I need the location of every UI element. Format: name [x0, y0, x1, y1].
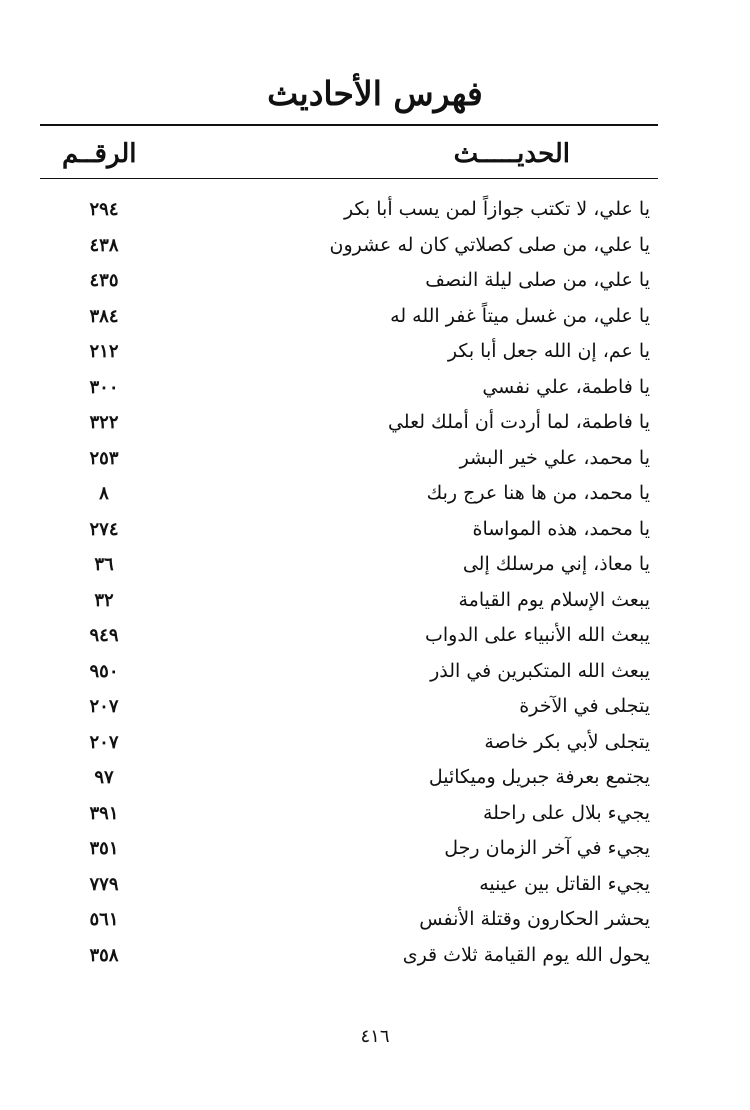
index-row	[40, 405, 658, 441]
index-row	[40, 583, 658, 619]
hadith-text: يجتمع بعرفة جبريل وميكائيل	[428, 766, 650, 788]
index-row	[40, 725, 658, 761]
hadith-number: ٧٧٩	[89, 873, 119, 895]
hadith-number: ٢٠٧	[89, 696, 119, 717]
column-header-number: الرقــم	[62, 139, 137, 169]
hadith-number: ٣٨٤	[89, 305, 119, 327]
page-number: ٤١٦	[360, 1026, 390, 1047]
index-row	[40, 334, 658, 370]
hadith-number: ٣٠٠	[89, 376, 119, 398]
hadith-number: ٩٥٠	[89, 660, 119, 682]
hadith-text: يبعث الإسلام يوم القيامة	[458, 588, 650, 611]
hadith-number: ٣٢	[94, 589, 114, 611]
index-row	[40, 192, 658, 228]
index-row	[40, 902, 658, 938]
hadith-text: يبعث الله الأنبياء على الدواب	[425, 624, 650, 646]
index-row	[40, 618, 658, 654]
hadith-number: ٥٦١	[89, 909, 119, 930]
hadith-number: ٢١٢	[89, 341, 119, 362]
hadith-text: يا علي، من صلى ليلة النصف	[425, 269, 650, 291]
index-row	[40, 654, 658, 690]
index-row	[40, 512, 658, 548]
hadith-number: ٢٧٤	[89, 518, 119, 540]
index-row	[40, 299, 658, 335]
hadith-number: ٨	[99, 483, 109, 504]
index-row	[40, 547, 658, 583]
hadith-text: يا فاطمة، علي نفسي	[482, 375, 650, 398]
hadith-text: يتجلى لأبي بكر خاصة	[484, 730, 650, 753]
hadith-number: ٩٧	[94, 767, 114, 788]
index-row	[40, 938, 658, 974]
index-row	[40, 263, 658, 299]
hadith-text: يا معاذ، إني مرسلك إلى	[462, 553, 650, 575]
hadith-number: ٣٦	[94, 554, 114, 575]
header-rule	[40, 178, 658, 179]
index-row	[40, 760, 658, 796]
index-row	[40, 796, 658, 832]
hadith-number: ٣٩١	[89, 802, 119, 824]
index-row	[40, 476, 658, 512]
hadith-number: ٢٥٣	[89, 447, 119, 469]
hadith-index-list	[40, 192, 658, 973]
top-rule	[40, 124, 658, 126]
index-row	[40, 867, 658, 903]
hadith-number: ٢٠٧	[89, 731, 119, 753]
hadith-text: يبعث الله المتكبرين في الذر	[430, 659, 650, 682]
hadith-number: ٤٣٨	[89, 234, 119, 256]
column-header-hadith: الحديـــــث	[453, 139, 570, 169]
hadith-text: يا محمد، علي خير البشر	[459, 446, 650, 469]
hadith-text: يتجلى في الآخرة	[519, 695, 650, 717]
hadith-number: ٣٥١	[89, 838, 119, 859]
index-row	[40, 370, 658, 406]
index-row	[40, 228, 658, 264]
hadith-number: ٢٩٤	[89, 199, 119, 220]
hadith-text: يا علي، من صلى كصلاتي كان له عشرون	[329, 233, 650, 256]
hadith-text: يجيء بلال على راحلة	[482, 801, 650, 824]
hadith-text: يا علي، لا تكتب جوازاً لمن يسب أبا بكر	[343, 198, 650, 220]
hadith-number: ٣٢٢	[89, 412, 119, 433]
hadith-text: يا محمد، هذه المواساة	[472, 517, 650, 540]
index-row	[40, 441, 658, 477]
hadith-text: يجيء القاتل بين عينيه	[479, 872, 650, 895]
index-row	[40, 831, 658, 867]
hadith-text: يجيء في آخر الزمان رجل	[444, 837, 650, 859]
hadith-text: يا علي، من غسل ميتاً غفر الله له	[390, 304, 650, 327]
hadith-number: ٣٥٨	[89, 944, 119, 966]
hadith-text: يحشر الحكارون وقتلة الأنفس	[419, 908, 650, 930]
index-row	[40, 689, 658, 725]
hadith-number: ٤٣٥	[89, 270, 119, 291]
hadith-text: يحول الله يوم القيامة ثلاث قرى	[402, 943, 650, 966]
hadith-text: يا عم، إن الله جعل أبا بكر	[447, 340, 650, 362]
page-title: فهرس الأحاديث	[267, 74, 483, 113]
hadith-number: ٩٤٩	[89, 625, 119, 646]
hadith-text: يا محمد، من ها هنا عرج ربك	[426, 482, 650, 504]
hadith-text: يا فاطمة، لما أردت أن أملك لعلي	[387, 411, 650, 433]
